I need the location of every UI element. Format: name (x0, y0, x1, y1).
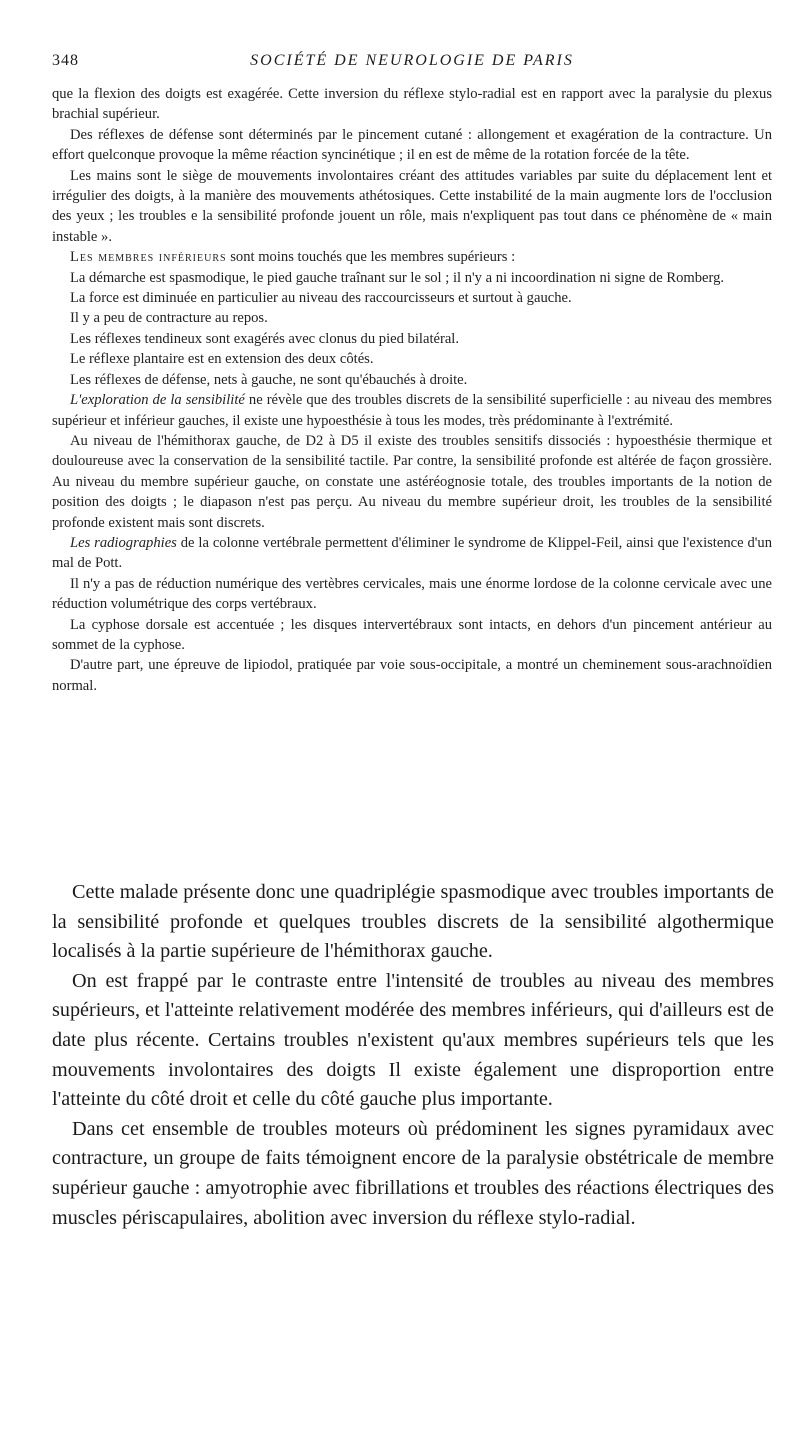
paragraph: La cyphose dorsale est accentuée ; les disques intervertébraux sont intacts, en dehors d'un pincement antérieur au sommet de la cyphose. (52, 616, 772, 653)
paragraph: Au niveau de l'hémithorax gauche, de D2 à D5 il existe des troubles sensitifs dissociés : hypoesthésie thermique et douloureuse avec la conservation de la sensibilité tactile. Par contre, la sensibilité profonde est altérée de façon grossière. Au niveau du membre supérieur gauche, on constate une astéréognosie totale, des troubles importants de la notion de position des doigts ; le diapason n'est pas perçu. Au niveau du membre supérieur droit, les troubles de la sensibilité profonde existent mais sont discrets. (52, 432, 772, 531)
section-lead: L'exploration de la sensibilité (70, 392, 245, 409)
paragraph: L'exploration de la sensibilité ne révèle que des troubles discrets de la sensibilité superficielle : au niveau des membres supérieur et inférieur gauches, il existe une hypoesthésie à tous les modes, très prédominante à l'extrémité. (52, 392, 772, 429)
page-number: 348 (52, 52, 79, 69)
paragraph: On est frappé par le contraste entre l'intensité de troubles au niveau des membres supérieurs, et l'atteinte relativement modérée des membres inférieurs, qui d'ailleurs est de date plus récente. Certains troubles n'existent qu'aux membres supérieurs tels que les mouvements involontaires des doigts Il existe également une disproportion entre l'atteinte du côté droit et celle du côté gauche plus importante. (52, 969, 774, 1111)
paragraph: Le réflexe plantaire est en extension des deux côtés. (70, 351, 374, 368)
paragraph: Les réflexes de défense, nets à gauche, ne sont qu'ébauchés à droite. (70, 371, 468, 388)
paragraph: Dans cet ensemble de troubles moteurs où prédominent les signes pyramidaux avec contracture, un groupe de faits témoignent encore de la paralysie obstétricale de membre supérieur gauche : amyotrophie avec fibrillations et troubles des réactions électriques des muscles périscapulaires, abolition avec inversion du réflexe stylo-radial. (52, 1117, 774, 1229)
paragraph: D'autre part, une épreuve de lipiodol, pratiquée par voie sous-occipitale, a montré un cheminement sous-arachnoïdien normal. (52, 657, 772, 694)
paragraph: Cette malade présente donc une quadriplégie spasmodique avec troubles importants de la sensibilité profonde et quelques troubles discrets de la sensibilité algothermique localisés à la partie supérieure de l'hémithorax gauche. (52, 881, 774, 963)
paragraph: Les radiographies de la colonne vertébrale permettent d'éliminer le syndrome de Klippel-Feil, ainsi que l'existence d'un mal de Pott. (52, 534, 772, 572)
page-header (52, 52, 772, 74)
paragraph: La démarche est spasmodique, le pied gauche traînant sur le sol ; il n'y a ni incoordination ni signe de Romberg. (70, 269, 725, 286)
paragraph: Des réflexes de défense sont déterminés par le pincement cutané : allongement et exagération de la contracture. Un effort quelconque provoque la même réaction syncinétique ; il en est de même de la rotation forcée de la tête. (52, 126, 772, 164)
section-lead: Les radiographies (70, 534, 177, 551)
running-title: SOCIÉTÉ DE NEUROLOGIE DE PARIS (250, 52, 574, 69)
paragraph: Les mains sont le siège de mouvements involontaires créant des attitudes variables par suite du déplacement lent et irrégulier des doigts, à la manière des mouvements athétosiques. Cette instabilité de la main augmente lors de l'occlusion des yeux ; les troubles e la sensibilité profonde jouent un rôle, mais n'expliquent pas tout dans ce phénomène de « main instable ». (52, 167, 772, 245)
paragraph: que la flexion des doigts est exagérée. Cette inversion du réflexe stylo-radial est en rapport avec la paralysie du plexus brachial supérieur. (52, 86, 772, 123)
discussion-text (52, 878, 774, 1233)
paragraph: Les membres inférieurs sont moins touchés que les membres supérieurs : (70, 249, 516, 266)
paragraph: Les réflexes tendineux sont exagérés avec clonus du pied bilatéral. (70, 330, 460, 347)
case-report-text (52, 84, 772, 696)
paragraph: Il n'y a pas de réduction numérique des vertèbres cervicales, mais une énorme lordose de la colonne cervicale avec une réduction volumétrique des corps vertébraux. (52, 575, 772, 613)
paragraph: Il y a peu de contracture au repos. (70, 310, 268, 327)
section-lead: Les membres inférieurs (70, 249, 227, 266)
paragraph: La force est diminuée en particulier au niveau des raccourcisseurs et surtout à gauche. (70, 290, 572, 307)
